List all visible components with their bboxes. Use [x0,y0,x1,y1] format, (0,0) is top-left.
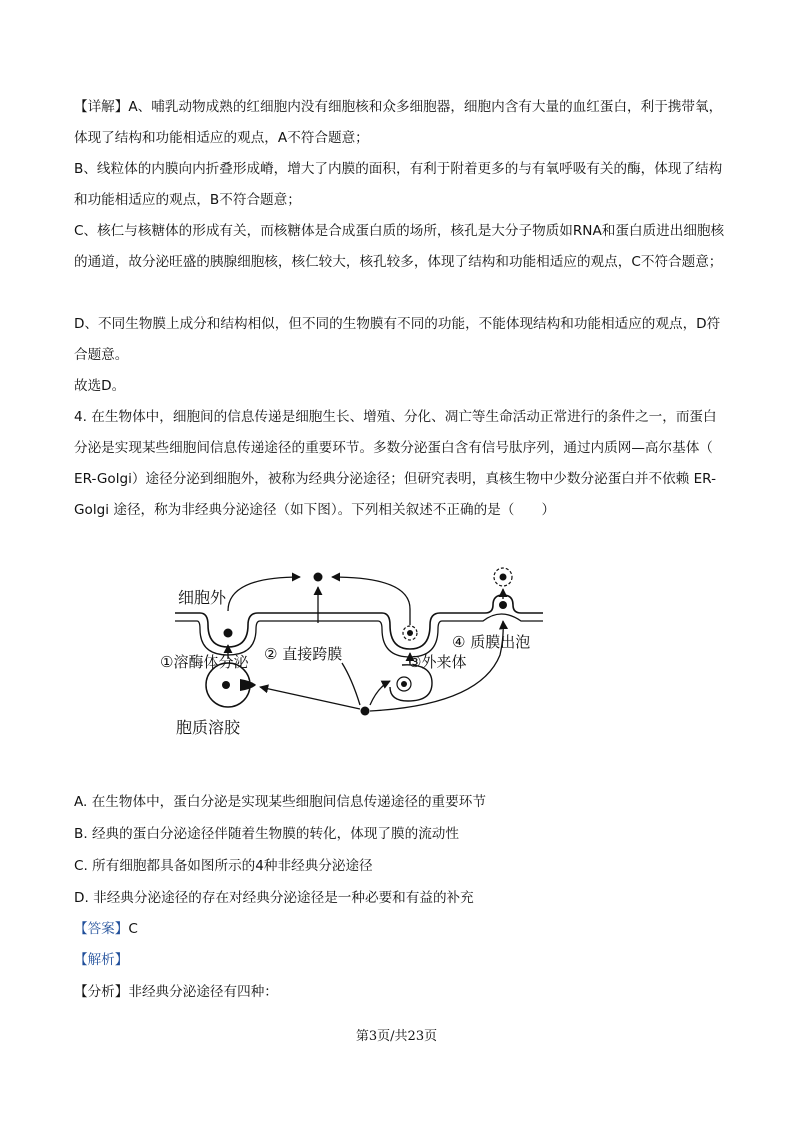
option-b: B. 经典的蛋白分泌途径伴随着生物膜的转化，体现了膜的流动性 [74,826,459,842]
protein-dot-top [314,573,323,582]
label-lysosome-secretion: ①溶酶体分泌 [160,653,249,671]
option-a: A. 在生物体中，蛋白分泌是实现某些细胞间信息传递途径的重要环节 [74,794,486,810]
analysis-tag: 【解析】 [74,952,129,968]
label-outside: 细胞外 [178,588,227,607]
answer-line [74,919,138,939]
protein-dot-1 [224,629,233,638]
question-stem: 4. 在生物体中，细胞间的信息传递是细胞生长、增殖、分化、凋亡等生命活动正常进行的条件之一，而蛋白分泌是实现某些细胞间信息传递途径的重要环节。多数分泌蛋白含有信号肽序列，通过内质网—高尔基体（ ER-Golgi）途径分泌到细胞外，被称为经典分泌途径；但研究表明，真核生物中少数分泌蛋白并不依赖 ER-Golgi 途径，称为非经典分泌途径（如下图）。下列相关叙述不正确的是（ ） [74,409,717,518]
detail-paragraph-b: B、线粒体的内膜向内折叠形成嵴，增大了内膜的面积，有利于附着更多的与有氧呼吸有关的酶，体现了结构和功能相适应的观点，B不符合题意； [74,161,723,208]
label-exosome: ③外来体 [408,653,467,671]
detail-conclusion: 故选D。 [74,378,126,394]
detail-paragraph-d: D、不同生物膜上成分和结构相似，但不同的生物膜有不同的功能，不能体现结构和功能相适应的观点，D符合题意。 [74,316,721,363]
answer-value: C [128,921,138,937]
detail-paragraph-a: 【详解】A、哺乳动物成熟的红细胞内没有细胞核和众多细胞器，细胞内含有大量的血红蛋白，利于携带氧，体现了结构和功能相适应的观点，A不符合题意； [74,99,723,146]
option-c: C. 所有细胞都具备如图所示的4种非经典分泌途径 [74,858,373,874]
label-membrane-blebbing: ④ 质膜出泡 [452,633,531,651]
secretion-pathway-figure [160,555,580,745]
page-footer: 第3页/共23页 [355,1029,438,1044]
detail-paragraph-c: C、核仁与核糖体的形成有关，而核糖体是合成蛋白质的场所，核孔是大分子物质如RNA和蛋白质进出细胞核的通道，故分泌旺盛的胰腺细胞核，核仁较大，核孔较多，体现了结构和功能相适应的观点，C不符合题意； [74,223,725,270]
protein-dot-bottom [361,707,370,716]
answer-tag: 【答案】 [74,921,129,937]
label-direct-transmembrane: ② 直接跨膜 [264,645,343,663]
label-cytosol: 胞质溶胶 [176,718,241,737]
analysis-line: 【分析】非经典分泌途径有四种： [74,984,278,1000]
option-d: D. 非经典分泌途径的存在对经典分泌途径是一种必要和有益的补充 [74,890,474,906]
